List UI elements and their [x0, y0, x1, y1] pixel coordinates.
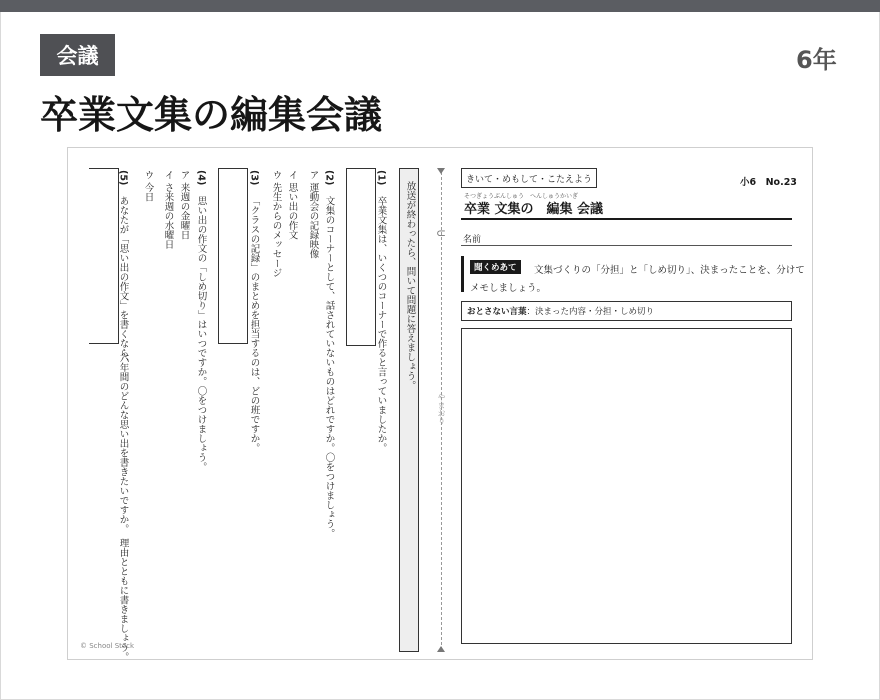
q3-answer-box: [218, 168, 248, 344]
grade-label: 6年: [796, 46, 837, 74]
q5-text-1: あなたが「思い出の作文」を書くなら、: [117, 196, 129, 367]
q1-number: (1): [375, 170, 387, 186]
q4-option-i: イ さ来週の水曜日: [162, 170, 174, 250]
worksheet: [67, 147, 813, 660]
fold-arrow-top: [437, 168, 445, 174]
notice-text: 放送が終わったら、問いて問題に答えましょう。: [404, 181, 416, 390]
key-words-label: おとさない言葉: [467, 307, 527, 317]
category-badge: 会議: [40, 34, 115, 76]
top-bar: [0, 0, 880, 12]
fold-arrow-bottom: [437, 646, 445, 652]
instruction-line-1: 文集づくりの「分担」と「しめ切り」、決まったことを、分けて: [534, 265, 805, 276]
q3-number: (3): [248, 170, 260, 186]
key-words-text: ：決まった内容・分担・しめ切り: [526, 307, 655, 317]
q2-text: 文集のコーナーとして、話されていないものはどれですか。〇をつけましょう。: [323, 196, 335, 538]
q2-option-a: ア 運動会の記録映像: [307, 170, 319, 259]
key-words-box: [461, 301, 792, 321]
q2-option-i: イ 思い出の作文: [286, 170, 298, 240]
q4-text: 思い出の作文の「しめ切り」はいつですか。〇をつけましょう。: [195, 196, 207, 472]
instruction-line-2: メモしましょう。: [470, 283, 547, 294]
q4-option-a: ア 来週の金曜日: [178, 170, 190, 240]
q5-answer-box: [89, 168, 119, 344]
activity-tag: きいて・めもして・こたえよう: [461, 168, 597, 188]
ear-icon: ⊂: [435, 226, 447, 240]
q2-number: (2): [323, 170, 335, 186]
fold-label: やまおり: [437, 393, 446, 425]
name-label: 名前: [463, 235, 482, 245]
instruction-tag: 聞くめあて: [470, 260, 521, 274]
q1-text: 卒業文集は、いくつのコーナーで作ると言っていましたか。: [375, 196, 387, 453]
q4-option-u: ウ 今日: [142, 170, 154, 202]
title-rule: [461, 218, 792, 220]
q5-number: (5): [117, 170, 129, 186]
q4-number: (4): [195, 170, 207, 186]
worksheet-title: 卒業 文集の 編集 会議: [464, 202, 604, 217]
copyright: © School Stock: [80, 642, 135, 650]
page-title: 卒業文集の編集会議: [40, 93, 383, 137]
instruction-block: [461, 256, 805, 294]
name-line: [461, 245, 792, 246]
q1-answer-box: [346, 168, 376, 346]
memo-area: [461, 328, 792, 644]
title-ruby: そつぎょうぶんしゅう へんしゅうかいぎ: [464, 193, 579, 200]
notice-box: [399, 168, 419, 652]
q2-option-u: ウ 先生からのメッセージ: [270, 170, 282, 278]
q3-text: 「クラスの記録」のまとめを担当するのは、どの班ですか。: [248, 196, 260, 453]
q5-text-2: 六年間のどんな思い出を書きたいですか。 理由とともに書きましょう。: [117, 353, 129, 662]
worksheet-number: 小6 No.23: [740, 177, 797, 188]
